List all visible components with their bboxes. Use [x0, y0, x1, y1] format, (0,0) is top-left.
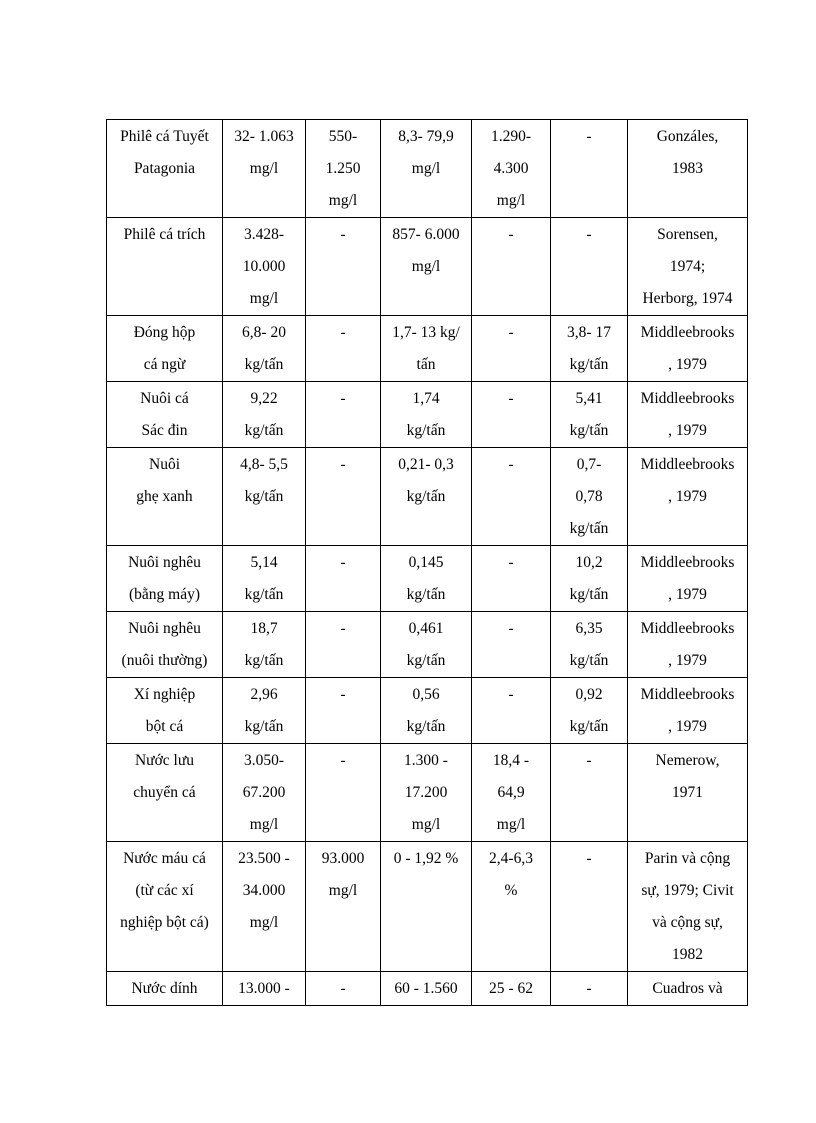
table-cell [107, 120, 223, 218]
cell-text-line: mg/l [496, 816, 526, 833]
table-cell [107, 612, 223, 678]
table-cell [472, 120, 551, 218]
cell-text-line: 550- [328, 128, 358, 145]
table-cell [472, 744, 551, 842]
cell-text-line: kg/tấn [406, 652, 446, 669]
cell-text-line: chuyển cá [133, 784, 196, 801]
cell-text-line: 3.050- [243, 752, 285, 769]
cell-text-line: Cuadros và [652, 980, 723, 997]
cell-text-line: Middleebrooks [640, 456, 735, 473]
cell-text-line: tấn [416, 356, 436, 373]
cell-text-line: 0,78 [575, 488, 603, 505]
cell-text-line: (nuôi thường) [121, 652, 208, 669]
cell-text-line: - [508, 324, 514, 341]
cell-text-line: 32- 1.063 [234, 128, 294, 145]
table-cell [628, 120, 748, 218]
cell-text-line: 18,7 [250, 620, 278, 637]
cell-text-line: 6,8- 20 [242, 324, 286, 341]
table-cell [472, 382, 551, 448]
cell-text-line: sự, 1979; Civit [641, 882, 734, 899]
table-cell [306, 448, 381, 546]
cell-text-line: Middleebrooks [640, 554, 735, 571]
cell-text-line: Nemerow, [655, 752, 720, 769]
table-cell [223, 316, 306, 382]
cell-text-line: 60 - 1.560 [394, 980, 458, 997]
cell-text-line: 1,74 [412, 390, 440, 407]
table-cell [628, 678, 748, 744]
cell-text-line: 2,4-6,3 [489, 850, 533, 867]
cell-text-line: 13.000 - [238, 980, 290, 997]
table-cell [306, 120, 381, 218]
cell-text-line: , 1979 [668, 586, 707, 603]
table-cell [551, 546, 628, 612]
table-cell [628, 744, 748, 842]
cell-text-line: 0 - 1,92 % [393, 850, 459, 867]
cell-text-line: - [340, 390, 346, 407]
cell-text-line: - [340, 686, 346, 703]
cell-text-line: - [508, 554, 514, 571]
cell-text-line: Nước lưu [134, 752, 194, 769]
cell-text-line: 1983 [672, 160, 703, 177]
cell-text-line: (từ các xí [135, 882, 194, 899]
table-cell [628, 218, 748, 316]
table-cell [223, 678, 306, 744]
table-cell [107, 744, 223, 842]
cell-text-line: Nước dính [131, 980, 198, 997]
cell-text-line: mg/l [249, 816, 279, 833]
table-cell [306, 744, 381, 842]
cell-text-line: 4,8- 5,5 [240, 456, 288, 473]
cell-text-line: kg/tấn [406, 488, 446, 505]
cell-text-line: 9,22 [250, 390, 278, 407]
cell-text-line: 3.428- [243, 226, 285, 243]
table-cell [381, 218, 472, 316]
table-cell [628, 448, 748, 546]
table-row [107, 678, 748, 744]
table-cell [306, 546, 381, 612]
table-cell [628, 842, 748, 972]
cell-text-line: 4.300 [493, 160, 529, 177]
table-cell [223, 744, 306, 842]
table-cell [223, 546, 306, 612]
cell-text-line: - [340, 226, 346, 243]
cell-text-line: % [504, 882, 518, 899]
cell-text-line: 34.000 [242, 882, 286, 899]
table-cell [306, 842, 381, 972]
cell-text-line: mg/l [249, 290, 279, 307]
cell-text-line: Philê cá trích [123, 226, 206, 243]
table-cell [381, 382, 472, 448]
cell-text-line: 1,7- 13 kg/ [392, 324, 460, 341]
cell-text-line: 0,7- [576, 456, 602, 473]
cell-text-line: 93.000 [321, 850, 365, 867]
table-row [107, 120, 748, 218]
cell-text-line: và cộng sự, [652, 914, 723, 931]
cell-text-line: , 1979 [668, 652, 707, 669]
table-cell [551, 678, 628, 744]
cell-text-line: 5,14 [250, 554, 278, 571]
table-row [107, 218, 748, 316]
cell-text-line: 1.250 [325, 160, 361, 177]
table-cell [551, 218, 628, 316]
table-row [107, 612, 748, 678]
cell-text-line: kg/tấn [244, 586, 284, 603]
table-row [107, 972, 748, 1006]
table-cell [628, 382, 748, 448]
cell-text-line: 1971 [672, 784, 703, 801]
cell-text-line: kg/tấn [244, 718, 284, 735]
table-cell [551, 842, 628, 972]
cell-text-line: - [340, 620, 346, 637]
table-row [107, 842, 748, 972]
cell-text-line: kg/tấn [244, 652, 284, 669]
cell-text-line: 1.300 - [404, 752, 448, 769]
cell-text-line: 64,9 [497, 784, 525, 801]
table-cell [472, 316, 551, 382]
cell-text-line: 1.290- [490, 128, 532, 145]
table-cell [628, 546, 748, 612]
cell-text-line: kg/tấn [569, 520, 609, 537]
cell-text-line: - [586, 752, 592, 769]
cell-text-line: - [340, 980, 346, 997]
table-cell [472, 612, 551, 678]
cell-text-line: mg/l [411, 160, 441, 177]
table-cell [306, 972, 381, 1006]
cell-text-line: Herborg, 1974 [642, 290, 733, 307]
table-row [107, 316, 748, 382]
cell-text-line: 0,145 [408, 554, 444, 571]
cell-text-line: mg/l [328, 882, 358, 899]
cell-text-line: mg/l [411, 816, 441, 833]
cell-text-line: - [508, 686, 514, 703]
cell-text-line: 67.200 [242, 784, 286, 801]
table-cell [223, 218, 306, 316]
cell-text-line: 857- 6.000 [392, 226, 460, 243]
table-cell [551, 382, 628, 448]
cell-text-line: 5,41 [575, 390, 603, 407]
cell-text-line: 0,21- 0,3 [398, 456, 454, 473]
table-row [107, 382, 748, 448]
cell-text-line: 10.000 [242, 258, 286, 275]
cell-text-line: 18,4 - [492, 752, 530, 769]
cell-text-line: kg/tấn [569, 652, 609, 669]
table-cell [472, 218, 551, 316]
cell-text-line: - [508, 390, 514, 407]
cell-text-line: - [340, 456, 346, 473]
cell-text-line: cá ngừ [143, 356, 186, 373]
cell-text-line: 3,8- 17 [567, 324, 611, 341]
table-cell [306, 612, 381, 678]
cell-text-line: mg/l [249, 160, 279, 177]
table-cell [472, 546, 551, 612]
table-row [107, 546, 748, 612]
cell-text-line: kg/tấn [406, 586, 446, 603]
table-cell [472, 842, 551, 972]
table-cell [107, 842, 223, 972]
cell-text-line: - [586, 226, 592, 243]
table-row [107, 744, 748, 842]
cell-text-line: 8,3- 79,9 [398, 128, 454, 145]
table-cell [381, 448, 472, 546]
cell-text-line: - [340, 752, 346, 769]
table-cell [551, 972, 628, 1006]
table-cell [223, 972, 306, 1006]
table-cell [381, 678, 472, 744]
table-cell [551, 316, 628, 382]
cell-text-line: - [586, 980, 592, 997]
cell-text-line: Nuôi nghêu [128, 554, 201, 571]
table-cell [628, 612, 748, 678]
cell-text-line: Middleebrooks [640, 390, 735, 407]
table-body [107, 120, 748, 1006]
cell-text-line: 0,461 [408, 620, 444, 637]
table-cell [381, 546, 472, 612]
cell-text-line: Xí nghiệp [133, 686, 196, 703]
table-cell [472, 448, 551, 546]
cell-text-line: Nước máu cá [123, 850, 206, 867]
cell-text-line: mg/l [411, 258, 441, 275]
cell-text-line: (bằng máy) [128, 586, 200, 603]
table-cell [223, 382, 306, 448]
cell-text-line: Sác đin [141, 422, 188, 439]
cell-text-line: Gonzáles, [656, 128, 719, 145]
table-cell [551, 744, 628, 842]
cell-text-line: - [508, 226, 514, 243]
table-cell [628, 316, 748, 382]
cell-text-line: 1974; [669, 258, 706, 275]
cell-text-line: - [586, 128, 592, 145]
cell-text-line: bột cá [145, 718, 184, 735]
cell-text-line: 17.200 [404, 784, 448, 801]
cell-text-line: kg/tấn [569, 356, 609, 373]
cell-text-line: kg/tấn [406, 718, 446, 735]
table-cell [306, 316, 381, 382]
cell-text-line: ghẹ xanh [136, 488, 193, 505]
cell-text-line: Patagonia [133, 160, 196, 177]
table-cell [381, 744, 472, 842]
cell-text-line: 10,2 [575, 554, 603, 571]
cell-text-line: - [508, 456, 514, 473]
cell-text-line: Sorensen, [657, 226, 718, 243]
cell-text-line: 6,35 [575, 620, 603, 637]
table-cell [381, 972, 472, 1006]
table-cell [223, 120, 306, 218]
cell-text-line: mg/l [249, 914, 279, 931]
table-cell [107, 218, 223, 316]
cell-text-line: - [508, 620, 514, 637]
table-row [107, 448, 748, 546]
table-cell [107, 382, 223, 448]
table-cell [223, 448, 306, 546]
cell-text-line: mg/l [328, 192, 358, 209]
cell-text-line: - [586, 850, 592, 867]
cell-text-line: , 1979 [668, 422, 707, 439]
cell-text-line: 0,56 [412, 686, 440, 703]
table-cell [628, 972, 748, 1006]
cell-text-line: Philê cá Tuyết [120, 128, 209, 145]
table-cell [223, 612, 306, 678]
data-table [106, 119, 748, 1006]
cell-text-line: Middleebrooks [640, 620, 735, 637]
cell-text-line: kg/tấn [569, 586, 609, 603]
cell-text-line: 1982 [672, 946, 703, 963]
cell-text-line: Parin và cộng [644, 850, 731, 867]
cell-text-line: Middleebrooks [640, 686, 735, 703]
cell-text-line: Nuôi [149, 456, 180, 473]
cell-text-line: - [340, 554, 346, 571]
cell-text-line: Nuôi cá [140, 390, 189, 407]
table-cell [381, 612, 472, 678]
table-cell [107, 448, 223, 546]
table-cell [472, 972, 551, 1006]
cell-text-line: , 1979 [668, 718, 707, 735]
table-cell [306, 382, 381, 448]
cell-text-line: Nuôi nghêu [128, 620, 201, 637]
table-cell [223, 842, 306, 972]
cell-text-line: mg/l [496, 192, 526, 209]
table-cell [472, 678, 551, 744]
table-cell [381, 842, 472, 972]
table-cell [551, 448, 628, 546]
cell-text-line: kg/tấn [406, 422, 446, 439]
cell-text-line: nghiệp bột cá) [120, 914, 209, 931]
table-cell [381, 120, 472, 218]
cell-text-line: 2,96 [250, 686, 278, 703]
table-cell [306, 218, 381, 316]
cell-text-line: 25 - 62 [489, 980, 533, 997]
table-cell [306, 678, 381, 744]
table-cell [107, 972, 223, 1006]
cell-text-line: , 1979 [668, 356, 707, 373]
table-cell [107, 546, 223, 612]
cell-text-line: kg/tấn [244, 422, 284, 439]
cell-text-line: Middleebrooks [640, 324, 735, 341]
table-cell [381, 316, 472, 382]
cell-text-line: kg/tấn [244, 356, 284, 373]
cell-text-line: kg/tấn [569, 422, 609, 439]
cell-text-line: - [340, 324, 346, 341]
cell-text-line: 0,92 [575, 686, 603, 703]
cell-text-line: Đóng hộp [133, 324, 196, 341]
cell-text-line: 23.500 - [238, 850, 290, 867]
cell-text-line: kg/tấn [244, 488, 284, 505]
cell-text-line: , 1979 [668, 488, 707, 505]
table-cell [107, 316, 223, 382]
table-cell [107, 678, 223, 744]
cell-text-line: kg/tấn [569, 718, 609, 735]
table-cell [551, 612, 628, 678]
table-cell [551, 120, 628, 218]
